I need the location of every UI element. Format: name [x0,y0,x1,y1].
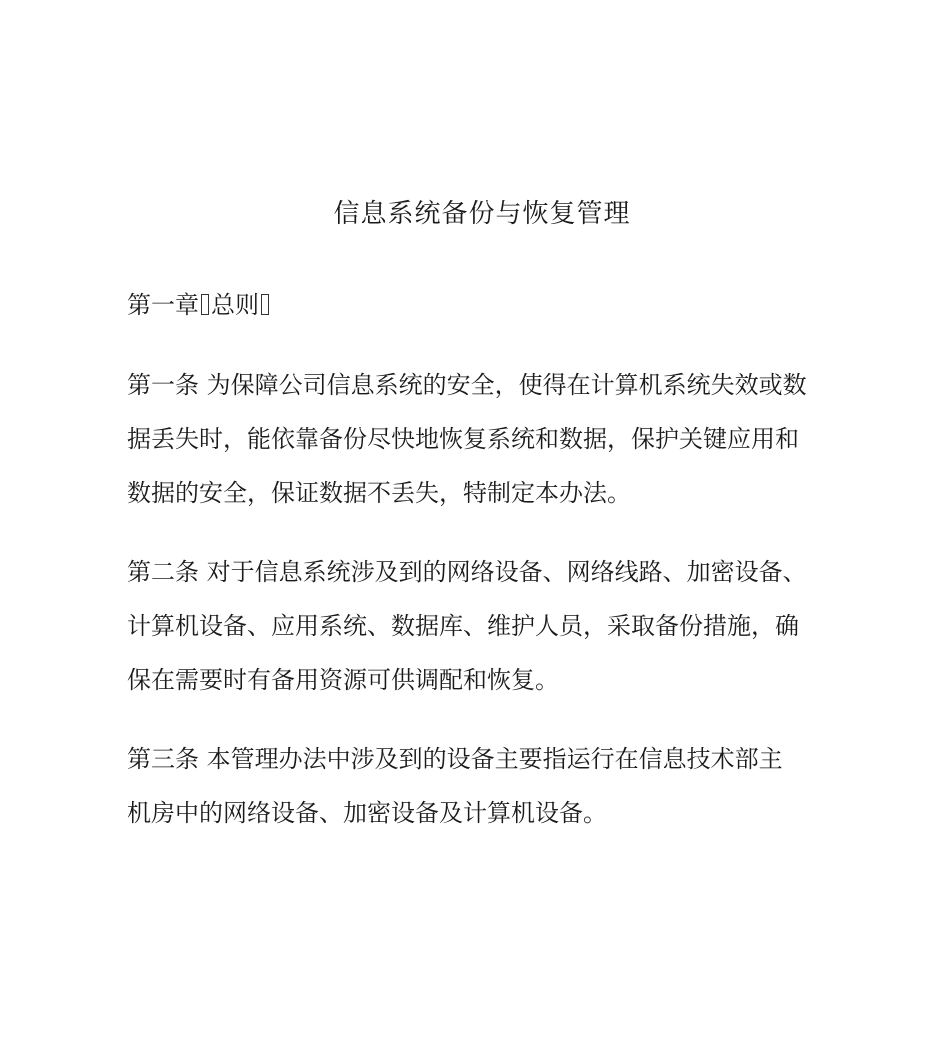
article-3-line-2: 机房中的网络设备、加密设备及计算机设备。 [127,799,607,827]
article-1-line-2: 据丢失时，能依靠备份尽快地恢复系统和数据，保护关键应用和 [127,425,799,453]
article-2 [127,545,827,707]
placeholder-box-icon [201,294,209,315]
chapter-heading [127,287,271,323]
document-title: 信息系统备份与恢复管理 [333,199,631,229]
chapter-prefix: 第一章 [127,291,199,319]
article-1-line-1: 第一条 为保障公司信息系统的安全，使得在计算机系统失效或数 [127,371,807,399]
chapter-name: 总则 [211,291,259,319]
article-1-line-3: 数据的安全，保证数据不丢失，特制定本办法。 [127,479,631,507]
article-2-line-1: 第二条 对于信息系统涉及到的网络设备、网络线路、加密设备、 [127,558,807,586]
article-3 [127,732,827,840]
article-3-line-1: 第三条 本管理办法中涉及到的设备主要指运行在信息技术部主 [127,745,783,773]
placeholder-box-icon [261,294,269,315]
article-2-line-2: 计算机设备、应用系统、数据库、维护人员，采取备份措施，确 [127,612,799,640]
article-2-line-3: 保在需要时有备用资源可供调配和恢复。 [127,666,559,694]
article-1 [127,358,827,520]
